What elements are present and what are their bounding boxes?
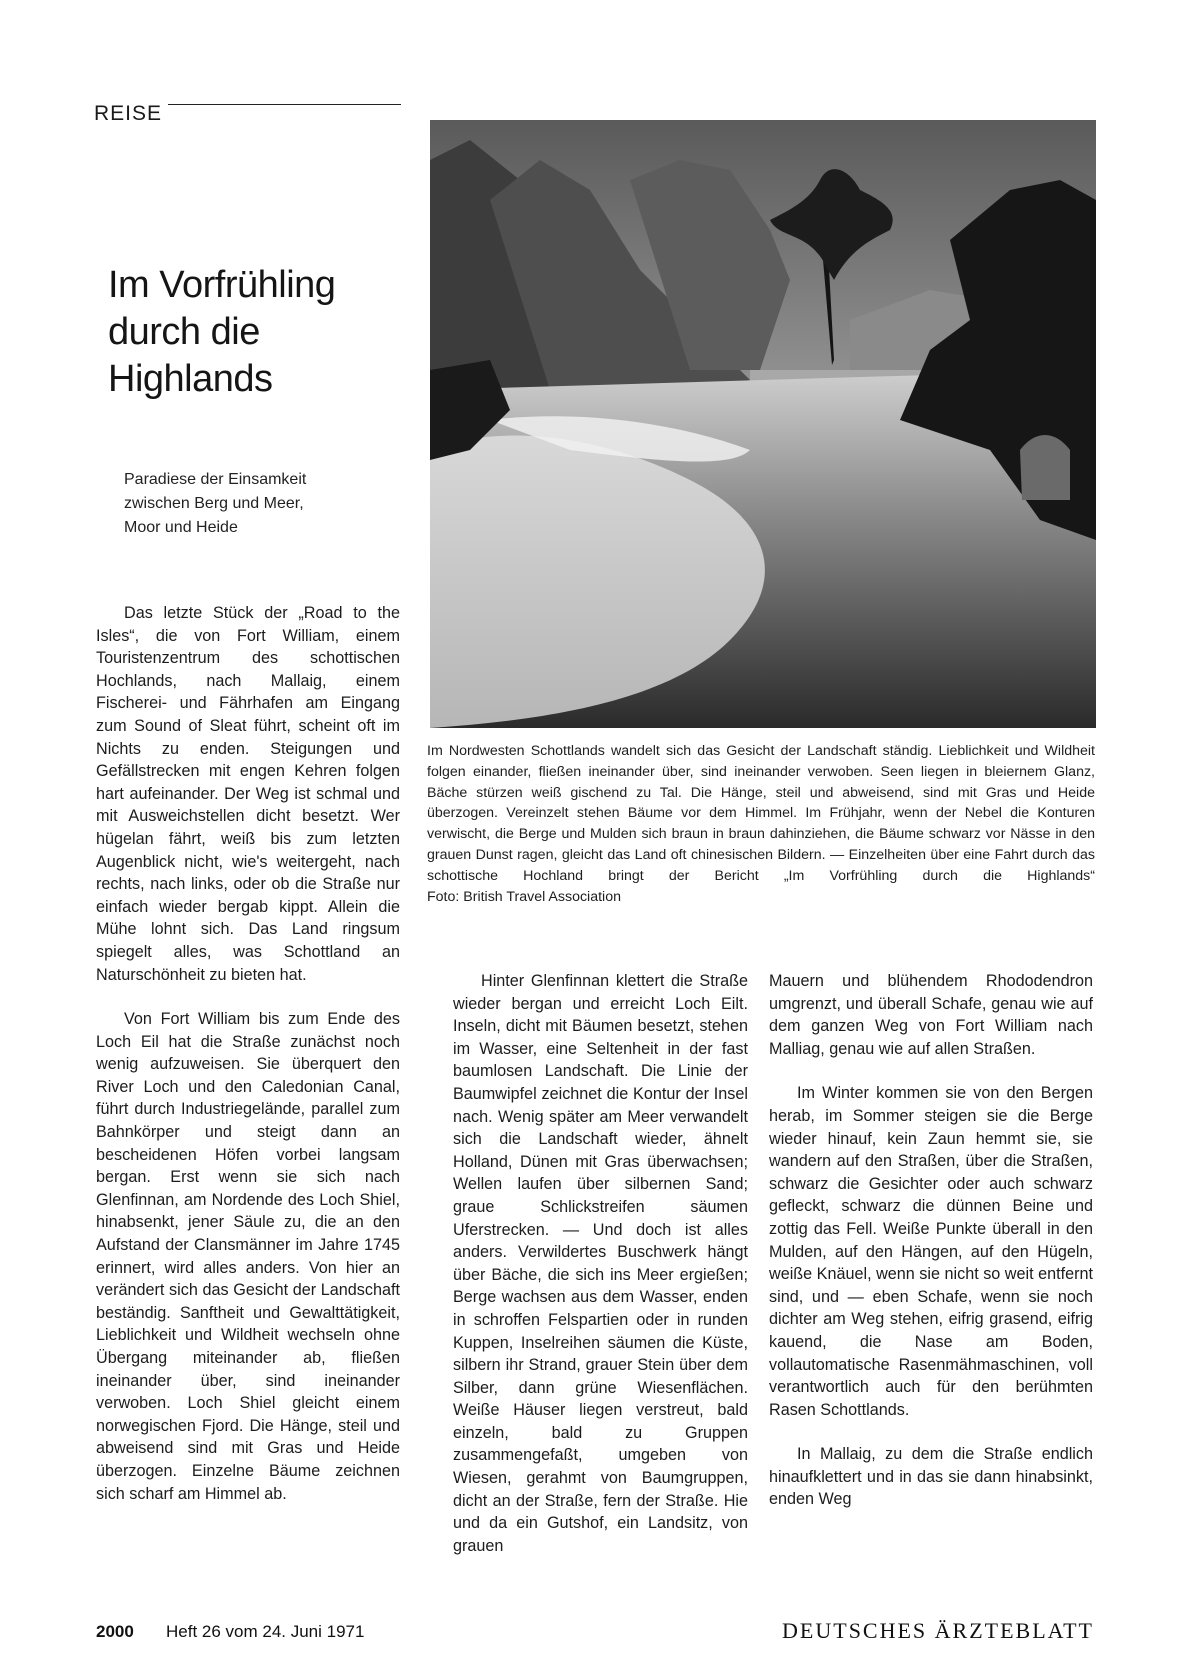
landscape-photo-illustration [430,120,1096,728]
paragraph: Von Fort William bis zum Ende des Loch Eil hat die Straße zunächst noch wenig aufzuweisen. Sie überquert den River Loch und den Caledonian Canal, führt durch Industriegelände, parallel zum Bahnkörper und steigt dann an bescheidenen Höfen vorbei langsam bergan. Erst wenn sie sich nach Glenfinnan, am Nordende des Loch Shiel, hinabsenkt, jener Säule zu, die an den Aufstand der Clansmänner im Jahre 1745 erinnert, wird alles anders. Von hier an verändert sich das Gesicht der Landschaft beständig. Sanftheit und Gewalttätigkeit, Lieblichkeit und Wildheit wechseln ohne Übergang miteinander ab, fließen ineinander über, sind ineinander verwoben. Loch Shiel gleicht einem norwegischen Fjord. Die Hänge, steil und abweisend sind mit Gras und Heide überzogen. Einzelne Bäume zeichnen sich scharf am Himmel ab. [96,1010,400,1503]
publication-name: DEUTSCHES ÄRZTEBLATT [782,1618,1094,1643]
paragraph: Mauern und blühendem Rhododendron umgrenzt, und überall Schafe, genau wie auf dem ganzen Weg von Fort William nach Malliag, genau wie auf allen Straßen. [769,972,1093,1058]
page-number: 2000 [96,1622,134,1641]
article-column-2 [453,970,748,1579]
paragraph: In Mallaig, zu dem die Straße endlich hinaufklettert und in das sie dann hinabsinkt, enden Weg [769,1445,1093,1509]
paragraph: Hinter Glenfinnan klettert die Straße wieder bergan und erreicht Loch Eilt. Inseln, dicht mit Bäumen besetzt, stehen im Wasser, eine Seltenheit in der fast baumlosen Landschaft. Die Linie der Baumwipfel zeichnet die Kontur der Insel nach. Wenig später am Meer verwandelt sich die Landschaft wieder, ähnelt Holland, Dünen mit Gras überwachsen; Wellen laufen über silbernen Sand; graue Schlickstreifen säumen Uferstrecken. — Und doch ist alles anders. Verwildertes Buschwerk hängt über Bäche, die sich ins Meer ergießen; Berge wachsen aus dem Wasser, enden in schroffen Felspartien oder in runden Kuppen, Inselreihen säumen die Küste, silbern ihr Strand, grauer Stein über dem Silber, dann grüne Wiesenflächen. Weiße Häuser liegen verstreut, bald einzeln, bald zu Gruppen zusammengefaßt, umgeben von Wiesen, gerahmt von Baumgruppen, dicht an der Straße, fern der Straße. Hie und da ein Gutshof, ein Landsitz, von grauen [453,972,748,1555]
deck-line: zwischen Berg und Meer, [124,495,304,512]
section-rule [168,104,401,105]
headline-line: Im Vorfrühling [108,264,336,306]
headline-line: durch die [108,311,260,353]
deck-line: Paradiese der Einsamkeit [124,471,307,488]
photo-credit: Foto: British Travel Association [427,888,621,905]
article-deck [124,468,394,540]
landscape-photo [430,120,1096,728]
deck-line: Moor und Heide [124,519,238,536]
section-label: REISE [94,102,163,125]
paragraph: Im Winter kommen sie von den Bergen herab, im Sommer steigen sie die Berge wieder hinauf, kein Zaun hemmt sie, sie wandern auf den Straßen, über die Straßen, schwarz die Gesichter oder auch schwarz gefleckt, schwarz die dünnen Beine und zottig das Fell. Weiße Punkte überall in den Mulden, auf den Hängen, auf den Hügeln, weiße Knäuel, wenn sie nicht so weit entfernt sind, und — eben Schafe, wenn sie noch dichter am Weg stehen, eifrig grasend, eifrig kauend, die Nase am Boden, vollautomatische Rasenmähmaschinen, voll verantwortlich auch für den berühmten Rasen Schottlands. [769,1084,1093,1419]
article-headline [108,262,408,403]
issue-date: Heft 26 vom 24. Juni 1971 [166,1622,365,1641]
article-column-1 [96,602,400,1527]
article-column-3 [769,970,1093,1533]
paragraph: Das letzte Stück der „Road to the Isles“, die von Fort William, einem Touristenzentrum des schottischen Hochlands, nach Mallaig, einem Fischerei- und Fährhafen am Eingang zum Sound of Sleat führt, scheint oft im Nichts zu enden. Steigungen und Gefällstrecken mit engen Kehren folgen hart aufeinander. Der Weg ist schmal und mit Ausweichstellen dicht besetzt. Wer hügelan fährt, weiß bis zum letzten Augenblick nicht, wie's weitergeht, nach rechts, nach links, oder ob die Straße nur einfach wieder bergab kippt. Allein die Mühe lohnt sich. Das Land ringsum spiegelt alles, was Schottland an Naturschönheit zu bieten hat. [96,604,400,984]
photo-caption [427,741,1095,907]
headline-line: Highlands [108,358,273,400]
caption-text: Im Nordwesten Schottlands wandelt sich das Gesicht der Landschaft ständig. Lieblichkeit und Wildheit folgen einander, fließen ineinander über, sind ineinander verwoben. Seen liegen in bleiernem Glanz, Bäche stürzen weiß gischend zu Tal. Die Hänge, steil und abweisend, sind mit Gras und Heide überzogen. Vereinzelt stehen Bäume vor dem Himmel. Im Frühjahr, wenn der Nebel die Konturen verwischt, die Berge und Mulden sich braun in braun dahinziehen, die Bäume schwarz vor Nässe in den grauen Dunst ragen, gleicht das Land oft chinesischen Bildern. — Einzelheiten über eine Fahrt durch das schottische Hochland bringt der Bericht „Im Vorfrühling durch die Highlands“ [427,743,1095,884]
